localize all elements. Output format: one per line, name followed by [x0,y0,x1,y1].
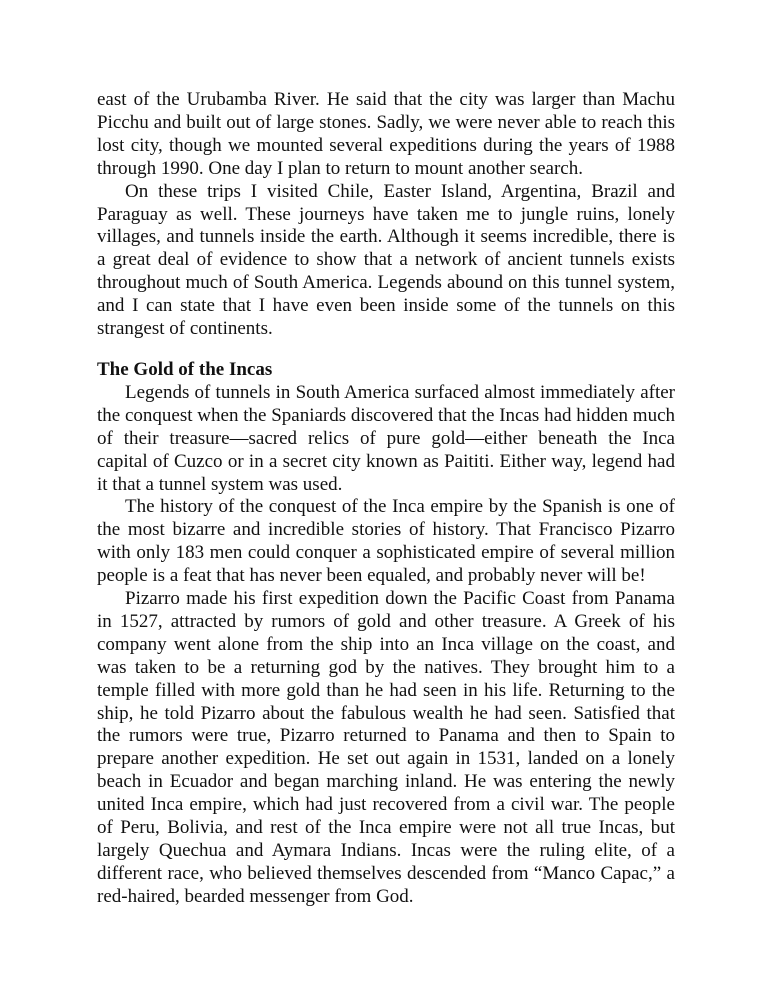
paragraph-continued: east of the Urubamba River. He said that the city was larger than Machu Picchu and built out of large stones. Sadly, we were never able to reach this lost city, though we mounted several expeditions during the years of 1988 through 1990. One day I plan to return to mount another search. [97,89,675,179]
section-heading: The Gold of the Incas [97,358,273,380]
page-text-block [97,89,675,909]
paragraph: Legends of tunnels in South America surfaced almost immediately after the conquest when the Spaniards discovered that the Incas had hidden much of their treasure—sacred relics of pure gold—either beneath the Inca capital of Cuzco or in a secret city known as Paititi. Either way, legend had it that a tunnel system was used. [97,381,675,495]
paragraph: The history of the conquest of the Inca empire by the Spanish is one of the most bizarre and incredible stories of history. That Francisco Pizarro with only 183 men could conquer a sophisticated empire of several million people is a feat that has never been equaled, and probably never will be! [97,496,675,587]
paragraph: Pizarro made his first expedition down the Pacific Coast from Panama in 1527, attracted by rumors of gold and other treasure. A Greek of his company went alone from the ship into an Inca village on the coast, and was taken to be a returning god by the natives. They brought him to a temple filled with more gold than he had seen in his life. Returning to the ship, he told Pizarro about the fabulous wealth he had seen. Satisfied that the rumors were true, Pizarro returned to Panama and then to Spain to prepare another expedition. He set out again in 1531, landed on a lonely beach in Ecuador and began marching inland. He was entering the newly united Inca empire, which had just recovered from a civil war. The people of Peru, Bolivia, and rest of the Inca empire were not all true Incas, but largely Quechua and Aymara Indians. Incas were the ruling elite, of a different race, who believed themselves descended from “Manco Capac,” a red-haired, bearded messenger from God. [97,588,675,907]
paragraph: On these trips I visited Chile, Easter Island, Argentina, Brazil and Paraguay as well. These journeys have taken me to jungle ruins, lonely villages, and tunnels inside the earth. Although it seems incredible, there is a great deal of evidence to show that a network of ancient tunnels exists throughout much of South America. Legends abound on this tunnel system, and I can state that I have even been inside some of the tunnels on this strangest of continents. [97,180,675,340]
